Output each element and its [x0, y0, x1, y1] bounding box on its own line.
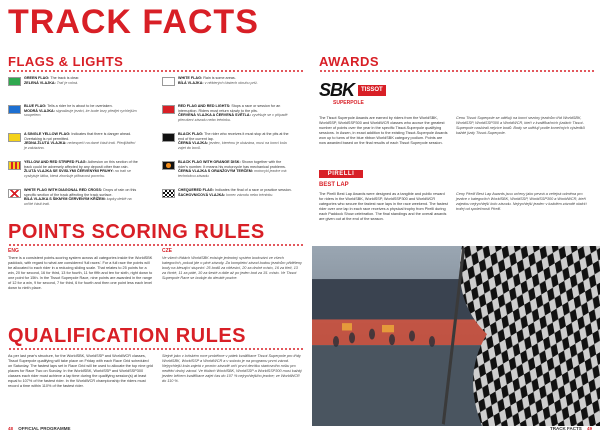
- flag-name-en: BLACK FLAG WITH ORANGE DISK:: [178, 160, 241, 164]
- flag-swatch: [162, 77, 175, 86]
- awards-divider: [319, 70, 594, 72]
- flag-name-cz: BÍLÁ VLAJKA S ŠIKMÝM ČERVENÝM KŘÍŽEM:: [24, 197, 106, 202]
- flag-name-cz: JEDNA ŽLUTÁ VLAJKA:: [24, 141, 67, 146]
- qualification-cze-text: Stejně jako v loňském roce proběhne v pátek kvalifikace Tissot Superpole pro třídy WorldSBK, WorldSSP a WorldWCR a v sobotu je na programu první závod. Nejrychlejší kola zajetá v prvním závodě určí první devítku startovního roštu pro nedělní druhý závod. Ve třídách WorldSBK, WorldSSP a WorldSSP300 musí každý jezdec během kvalifikace zajet čas do 107 % nejrychlejšího jezdce; ve WorldWCR do 110 %.: [162, 354, 302, 383]
- flag-description: [24, 160, 138, 178]
- flags-heading: FLAGS & LIGHTS: [8, 54, 124, 69]
- footer-right-text: TRACK FACTS: [549, 426, 582, 431]
- footer-left-text: OFFICIAL PROGRAMME: [18, 426, 71, 431]
- flag-text-en: Rain is some areas.: [202, 76, 236, 80]
- flag-name-en: A SINGLE YELLOW FLAG:: [24, 132, 71, 136]
- page-title: TRACK FACTS: [8, 3, 259, 41]
- flag-text-cz: vyvěšuje se v případě přerušení závodu nebo tréninku.: [178, 113, 288, 122]
- flag-description: [24, 76, 79, 86]
- footer-left: [8, 426, 70, 431]
- flag-text-cz: konec závodu nebo tréninku.: [225, 192, 274, 197]
- eng-label: ENG: [8, 248, 19, 254]
- flag-name-cz: ŽLUTÁ VLAJKA SE SVISLÝMI ČERVENÝMI PRUHY:: [24, 169, 114, 174]
- bestlap-label: BEST LAP: [319, 182, 349, 188]
- tissot-cz-text: Cenu Tissot Superpole se udělují na konci sezóny jezdcům tříd WorldSBK, WorldSSP, WorldSSP300 a WorldWCR, kteří v kvalifikačních jízdách Tissot-Superpole nasbírali nejvíce bodů. Body se udělují podle konečných výsledků každé jízdy Tissot-Superpole.: [456, 116, 585, 135]
- flag-description: [178, 132, 292, 150]
- pirelli-logo: PIRELLI: [319, 170, 363, 178]
- flag-item: [8, 132, 138, 150]
- flag-text-cz: na trati se vyskytuje látka, která zhoršuje přilnavost povrchu.: [24, 169, 131, 178]
- flag-text-cz: kapky deště na určité části trati.: [24, 197, 132, 206]
- flag-name-cz: BÍLÁ VLAJKA:: [178, 80, 204, 85]
- flag-item: [162, 76, 292, 86]
- flag-item: [162, 104, 292, 122]
- flag-swatch: [8, 161, 21, 170]
- flag-item: [8, 160, 138, 178]
- flag-item: [8, 188, 138, 206]
- flag-name-cz: ČERNÁ VLAJKA S ORANŽOVÝM TERČEM:: [178, 169, 254, 174]
- flag-description: [178, 188, 292, 198]
- sbk-logo-text: SBK: [319, 80, 355, 100]
- flag-name-en: GREEN FLAG:: [24, 76, 50, 80]
- points-divider: [8, 244, 303, 246]
- flag-text-cz: nebezpečí na dané části trati. Předjíždění je zakázáno.: [24, 141, 136, 150]
- flag-description: [178, 104, 292, 122]
- qualification-divider: [8, 348, 303, 350]
- footer-right-page: 49: [586, 426, 592, 431]
- flag-name-cz: ČERVENÁ VLAJKA A ČERVENÁ SVĚTLA:: [178, 113, 251, 118]
- flag-description: [178, 160, 292, 178]
- chequered-flag-photo: [312, 246, 600, 426]
- flag-name-en: CHEQUERED FLAG:: [178, 188, 214, 192]
- flag-item: [8, 104, 138, 118]
- flag-text-cz: v některých částech okruhu prší.: [203, 80, 258, 85]
- points-cze-text: Ve všech třídách WorldSBK existuje jednotný systém bodování ve všech kategoriích, pokud jde o plné závody. Za kompletní závod budou jezdcům přiděleny body na klesající stupnici: 25 bodů za vítězství, 20 za druhé místo, 16 za třetí, 13 za čtvrté, 11 za páté, 10 za šesté a dále až po jeden bod za 15. místo. Ve Tissot Superpole Race se boduje do deváté pozice.: [162, 256, 302, 280]
- flag-item: [8, 76, 138, 86]
- flag-name-cz: MODRÁ VLAJKA:: [24, 108, 55, 113]
- awards-heading: AWARDS: [319, 54, 380, 69]
- footer-right: [550, 426, 592, 431]
- flag-swatch: [8, 133, 21, 142]
- flag-swatch: [8, 77, 21, 86]
- flag-swatch: [162, 105, 175, 114]
- flag-swatch: [162, 161, 175, 170]
- sbk-superpole-logo: [319, 80, 386, 101]
- flag-text-en: The track is clear.: [49, 76, 80, 80]
- qualification-heading: QUALIFICATION RULES: [8, 325, 247, 347]
- flag-item: [162, 132, 292, 150]
- flag-swatch: [162, 189, 175, 198]
- flag-description: [24, 132, 138, 150]
- flag-name-en: BLUE FLAG:: [24, 104, 47, 108]
- tissot-en-text: The Tissot Superpole Awards are earned by riders from the WorldSBK, WorldSSP, WorldSSP300 and WorldWCR classes who accrue the greatest number of points over the year in the specific Tissot-Superpole qualifying sessions. In Assen, in exact addition to the existing Tissot-Superpole Awards won up to turns of the blue ribbon WorldSBK category podium. Points are now awarded based on the final results of each Tissot Superpole session.: [319, 116, 448, 145]
- flag-name-en: BLACK FLAG:: [178, 132, 204, 136]
- flag-text-en: Stops a race or session for an interruption. Riders must return slowly to the pits.: [178, 104, 281, 113]
- qualification-eng-text: As per last year's structure, for the WorldSBK, WorldSSP and WorldWCR classes, Tissot Superpole qualifying will take place on Friday with each Race Grid scheduled on Saturday. The fastest laps set in Race Grid will be used to allocate the top nine grid places for Race Two on Sunday. In the WorldSBK, WorldSSP and WorldSSP300 classes each rider must achieve a lap time during the qualifying session(s) at least equal to 107% of the fastest rider. In the WorldWCR championship the riders must record a time within 110% of the fastest rider.: [8, 354, 153, 388]
- flag-text-en: Indicates the final of a race or practice session.: [213, 188, 292, 192]
- points-heading: POINTS SCORING RULES: [8, 221, 265, 243]
- flag-name-en: RED FLAG AND RED LIGHTS:: [178, 104, 231, 108]
- flag-description: [178, 76, 258, 86]
- flag-name-en: WHITE FLAG:: [178, 76, 203, 80]
- flag-name-cz: ČERNÁ VLAJKA:: [178, 141, 209, 146]
- flag-text-en: Drops of rain on this specific section of the track affecting the track surface.: [24, 188, 137, 197]
- flag-text-en: Shown together with the rider's number. It means his motorcycle has mechanical problems.: [178, 160, 286, 169]
- bestlap-en-text: The Pirelli Best Lap Awards were designed as a tangible and public reward for riders in the WorldSBK, WorldSSP, WorldSSP300 and WorldWCR categories who secure the fastest race laps in the race weekend. The fastest rider over one lap in each race receives a physical trophy from Pirelli during each Paddock Show celebration. The final standings and the overall awards are given out at the end of the season.: [319, 192, 448, 221]
- flag-text-en: Tells a rider he is about to be overtaken.: [46, 104, 113, 108]
- flag-name-cz: ŠACHOVNICOVÁ VLAJKA:: [178, 192, 226, 197]
- flag-text-cz: motocykl jezdce má technickou závadu.: [178, 169, 287, 178]
- flags-divider: [8, 70, 303, 72]
- flag-description: [24, 188, 138, 206]
- flag-text-en: Adhesion on this section of the track could be adversely affected by any deposit other than rain.: [24, 160, 138, 169]
- flag-name-en: YELLOW AND RED STRIPED FLAG:: [24, 160, 87, 164]
- flag-text-cz: Trať je volná.: [55, 80, 79, 85]
- tissot-box: TISSOT: [358, 85, 386, 96]
- flag-item: [162, 188, 292, 198]
- flag-swatch: [8, 105, 21, 114]
- flag-text-cz: signalizuje jezdci, že bude brzy předjet rychlejším soupeřem.: [24, 108, 137, 118]
- points-eng-text: There is a consistent points-scoring system across all categories inside the WorldSBK paddock, with regard to what are considered 'full races'. For a full race the points will be allocated to each rider in a reducing sliding scale. That relates to 25 points for a win, 20 for second, 16 for third, 13 for fourth, 11 for fifth and ten for sixth, right down to one point for 15th. In the Tissot Superpole Race, nine points are awarded in the range of 12 for a win, 9 for second, 7 for third, 6 for fourth and then one point less each level down to ninth place.: [8, 256, 153, 290]
- footer-left-page: 48: [8, 426, 14, 431]
- flag-text-en: Indicates that there is danger ahead. Overtaking is not permitted.: [24, 132, 132, 141]
- flag-description: [24, 104, 138, 118]
- flag-text-cz: jezdec, kterému je ukázána, musí na konci kola zajet do boxů.: [178, 141, 287, 150]
- flag-swatch: [8, 189, 21, 198]
- flag-name-cz: ZELENÁ VLAJKA:: [24, 80, 56, 85]
- bestlap-cz-text: Ceny Pirelli Best Lap Awards jsou určeny jako pevná a veřejná odměna pro jezdce v kategoriích WorldSBK, WorldSSP, WorldSSP300 a WorldWCR, kteří zajedou nejrychlejší kolo závodu. Nejrychlejší jezdec v každém závodě obdrží trofej od společnosti Pirelli.: [456, 192, 587, 211]
- flag-item: [162, 160, 292, 178]
- flag-swatch: [162, 133, 175, 142]
- flag-text-en: The rider who receives it must stop at the pits at the end of the current lap.: [178, 132, 289, 141]
- cze-label: CZE: [162, 248, 172, 254]
- flag-name-en: WHITE FLAG WITH DIAGONAL RED CROSS:: [24, 188, 103, 192]
- superpole-label: SUPERPOLE: [333, 100, 364, 106]
